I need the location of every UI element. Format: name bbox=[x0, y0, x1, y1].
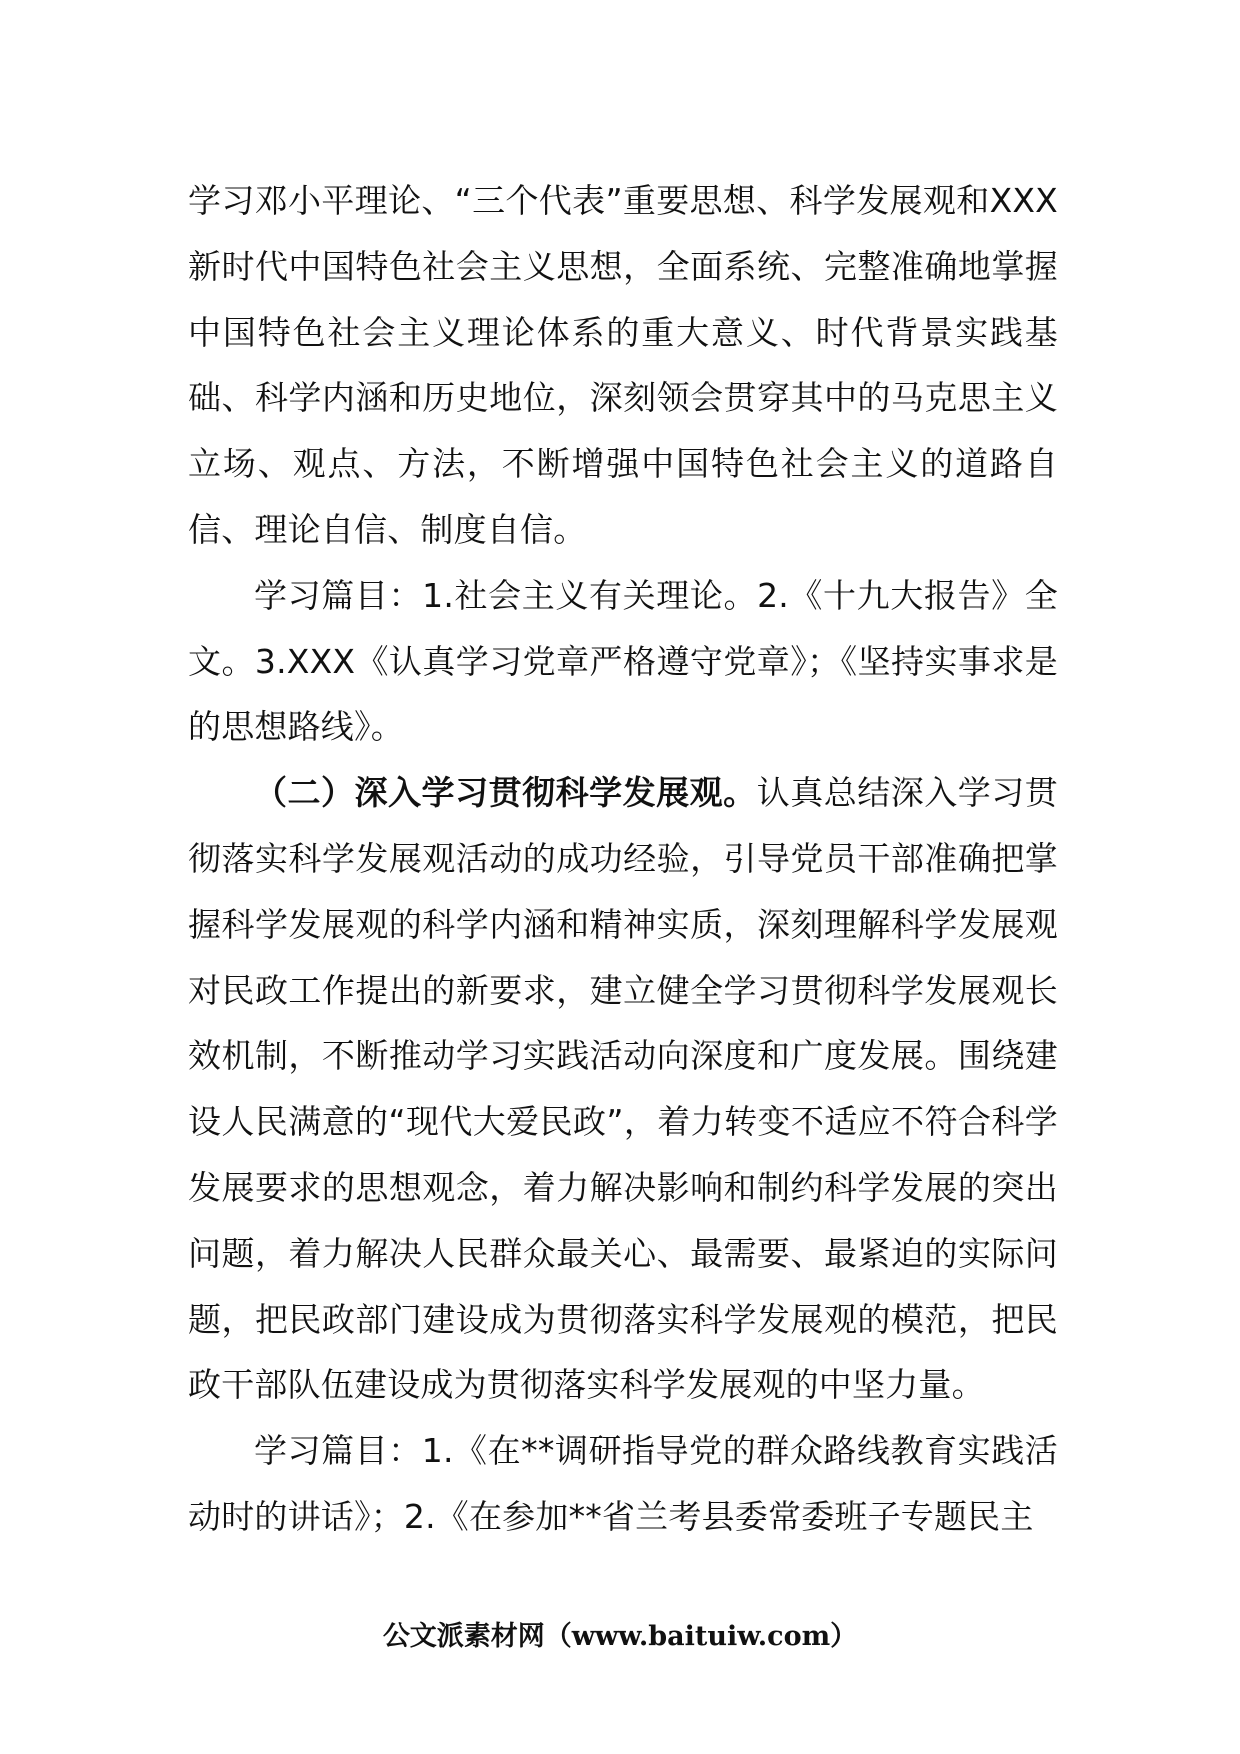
section-body: 认真总结深入学习贯彻落实科学发展观活动的成功经验，引导党员干部准确把掌握科学发展观的科学内涵和精神实质，深刻理解科学发展观对民政工作提出的新要求，建立健全学习贯彻科学发展观长效机制，不断推动学习实践活动向深度和广度发展。围绕建设人民满意的“现代大爱民政”，着力转变不适应不符合科学发展要求的思想观念，着力解决影响和制约科学发展的突出问题，着力解决人民群众最关心、最需要、最紧迫的实际问题，把民政部门建设成为贯彻落实科学发展观的模范，把民政干部队伍建设成为贯彻落实科学发展观的中坚力量。 bbox=[188, 773, 1058, 1405]
watermark-footer: 公文派素材网（www.baituiw.com） bbox=[382, 1621, 858, 1652]
paragraph-reading-list-1: 学习篇目：1.社会主义有关理论。2.《十九大报告》全文。3.XXX《认真学习党章严格遵守党章》；《坚持实事求是的思想路线》。 bbox=[188, 575, 1058, 747]
paragraph-theory-study: 学习邓小平理论、“三个代表”重要思想、科学发展观和XXX新时代中国特色社会主义思想，全面系统、完整准确地掌握中国特色社会主义理论体系的重大意义、时代背景实践基础、科学内涵和历史地位，深刻领会贯穿其中的马克思主义立场、观点、方法，不断增强中国特色社会主义的道路自信、理论自信、制度自信。 bbox=[188, 181, 1058, 549]
section-heading: （二）深入学习贯彻科学发展观。 bbox=[254, 773, 757, 813]
paragraph-reading-list-2: 学习篇目：1.《在**调研指导党的群众路线教育实践活动时的讲话》；2.《在参加**省兰考县委常委班子专题民主 bbox=[188, 1431, 1058, 1536]
document-body bbox=[188, 168, 1058, 1550]
paragraph-section-2 bbox=[188, 760, 1058, 1418]
